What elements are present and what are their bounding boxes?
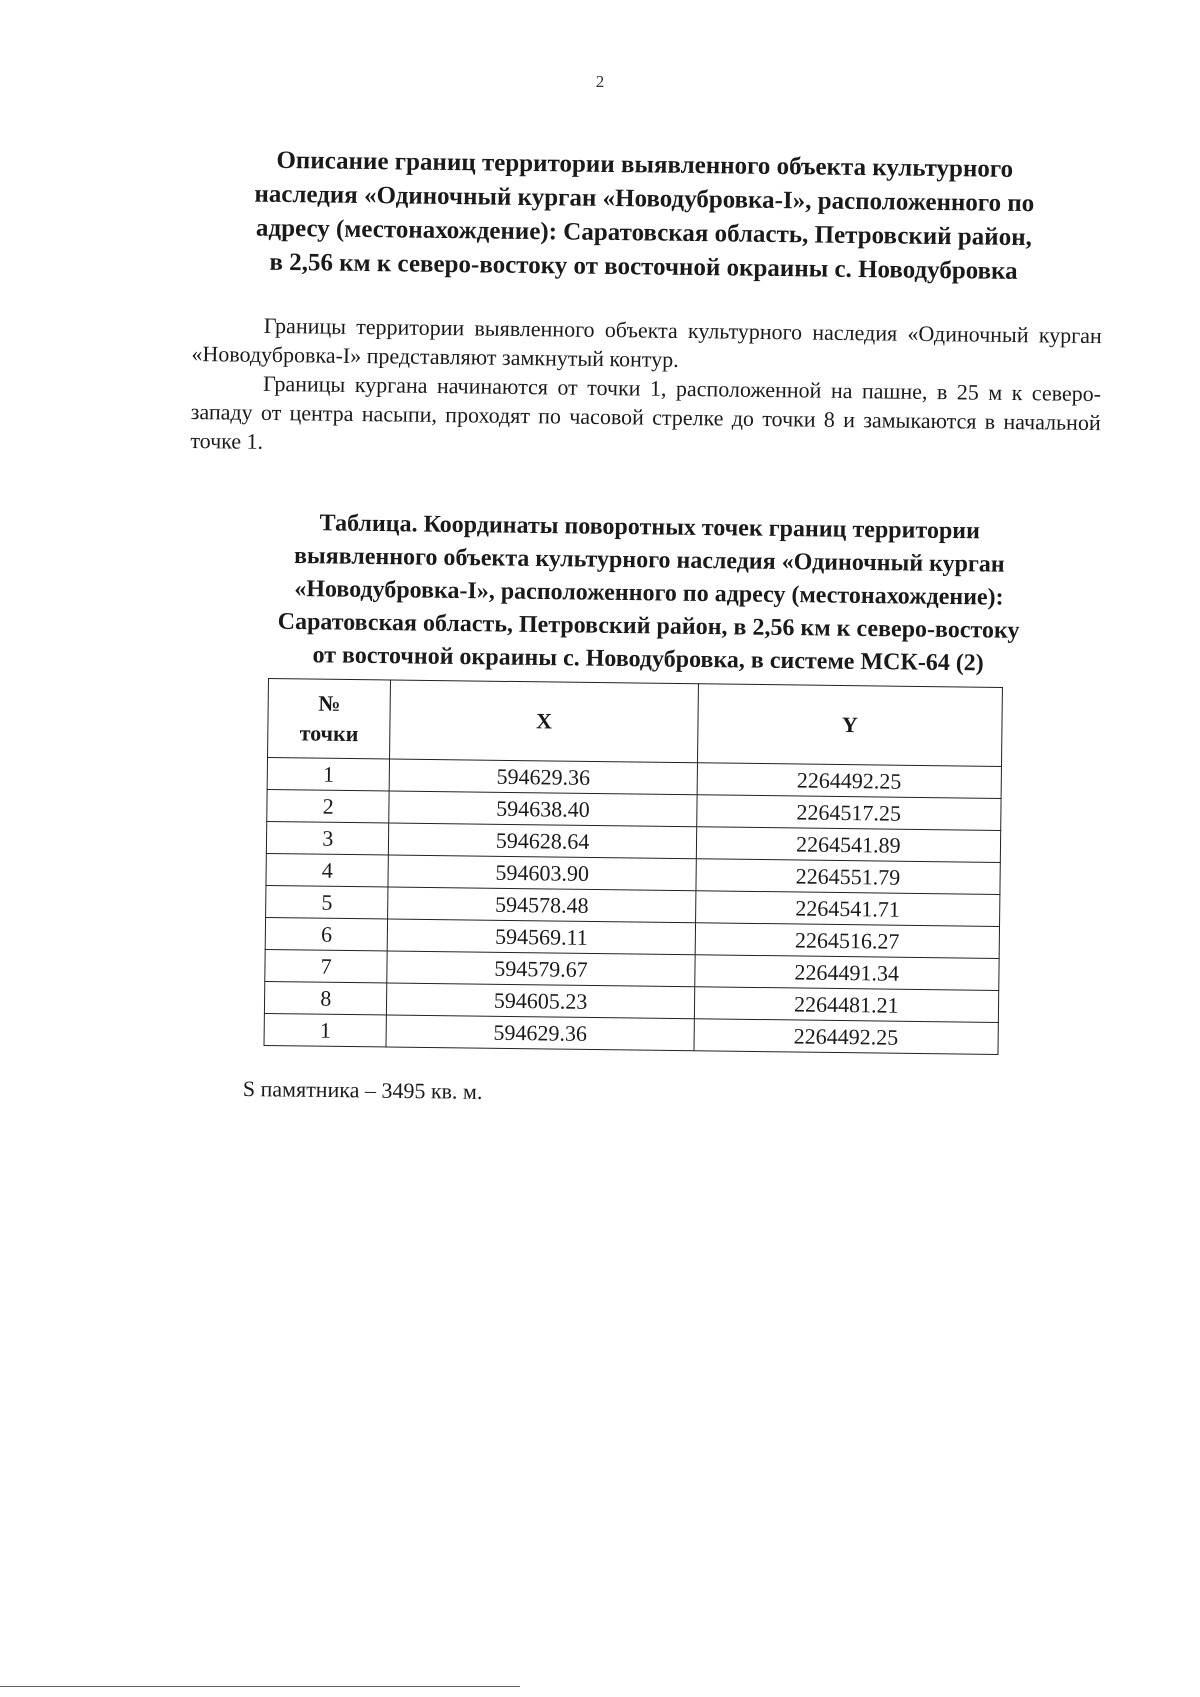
bottom-divider xyxy=(0,1686,520,1687)
coordinates-table xyxy=(264,678,1003,1055)
x-cell: 594629.36 xyxy=(386,1015,694,1051)
point-number-cell: 8 xyxy=(264,981,387,1014)
point-number-cell: 3 xyxy=(266,821,389,854)
title-line: адресу (местонахождение): Саратовская область, Петровский район, xyxy=(255,214,1032,252)
table-title-line: от восточной окраины с. Новодубровка, в системе МСК-64 (2) xyxy=(312,642,984,677)
y-cell: 2264492.25 xyxy=(694,1019,999,1055)
table-header-row xyxy=(268,679,1003,767)
point-number-cell: 2 xyxy=(267,789,390,822)
y-cell: 2264541.89 xyxy=(696,827,1001,863)
table-title-line: Саратовская область, Петровский район, в 2,56 км к северо-востоку xyxy=(277,608,1020,644)
paragraph: Границы территории выявленного объекта культурного наследия «Одиночный курган «Новодубровка-I» представляют замкнутый контур. xyxy=(191,312,1102,372)
title-line: в 2,56 км к северо-востоку от восточной окраины с. Новодубровка xyxy=(269,248,1018,285)
y-cell: 2264551.79 xyxy=(696,859,1001,895)
x-cell: 594605.23 xyxy=(387,983,695,1019)
y-cell: 2264492.25 xyxy=(697,763,1002,799)
point-number-cell: 1 xyxy=(267,758,390,791)
table-title-line: выявленного объекта культурного наследия «Одиночный курган xyxy=(293,542,1005,578)
point-number-cell: 5 xyxy=(266,885,389,918)
header-point-number-label: точки xyxy=(299,720,359,747)
table-title-line: «Новодубровка-I», расположенного по адресу (местонахождение): xyxy=(294,575,1004,611)
x-cell: 594579.67 xyxy=(387,951,695,987)
monument-area-note: S памятника – 3495 кв. м. xyxy=(242,1076,483,1104)
x-cell: 594638.40 xyxy=(389,791,697,827)
y-cell: 2264481.21 xyxy=(694,987,999,1023)
header-x: X xyxy=(390,680,698,763)
title-line: наследия «Одиночный курган «Новодубровка-I», расположенного по xyxy=(254,180,1035,218)
y-cell: 2264541.71 xyxy=(695,891,1000,927)
y-cell: 2264516.27 xyxy=(695,923,1000,959)
table-title xyxy=(213,506,1085,682)
header-point-number-symbol: № xyxy=(318,690,341,716)
point-number-cell: 6 xyxy=(265,917,388,950)
y-cell: 2264491.34 xyxy=(694,955,999,991)
document-title xyxy=(203,143,1085,290)
x-cell: 594569.11 xyxy=(388,919,696,955)
header-point-number xyxy=(268,679,391,759)
x-cell: 594603.90 xyxy=(388,855,696,891)
point-number-cell: 4 xyxy=(266,853,389,886)
header-y: Y xyxy=(697,684,1002,767)
x-cell: 594578.48 xyxy=(388,887,696,923)
paragraph: Границы кургана начинаются от точки 1, расположенной на пашне, в 25 м к северо-западу от центра насыпи, проходят по часовой стрелке до точки 8 и замыкаются в начальной точке 1. xyxy=(190,370,1102,454)
point-number-cell: 7 xyxy=(265,949,388,982)
page-number: 2 xyxy=(595,72,605,91)
y-cell: 2264517.25 xyxy=(696,795,1001,831)
point-number-cell: 1 xyxy=(264,1013,387,1046)
x-cell: 594629.36 xyxy=(390,759,698,795)
title-line: Описание границ территории выявленного объекта культурного xyxy=(276,146,1014,183)
description-body xyxy=(190,310,1102,466)
table-title-line: Таблица. Координаты поворотных точек границ территории xyxy=(319,510,981,545)
x-cell: 594628.64 xyxy=(389,823,697,859)
